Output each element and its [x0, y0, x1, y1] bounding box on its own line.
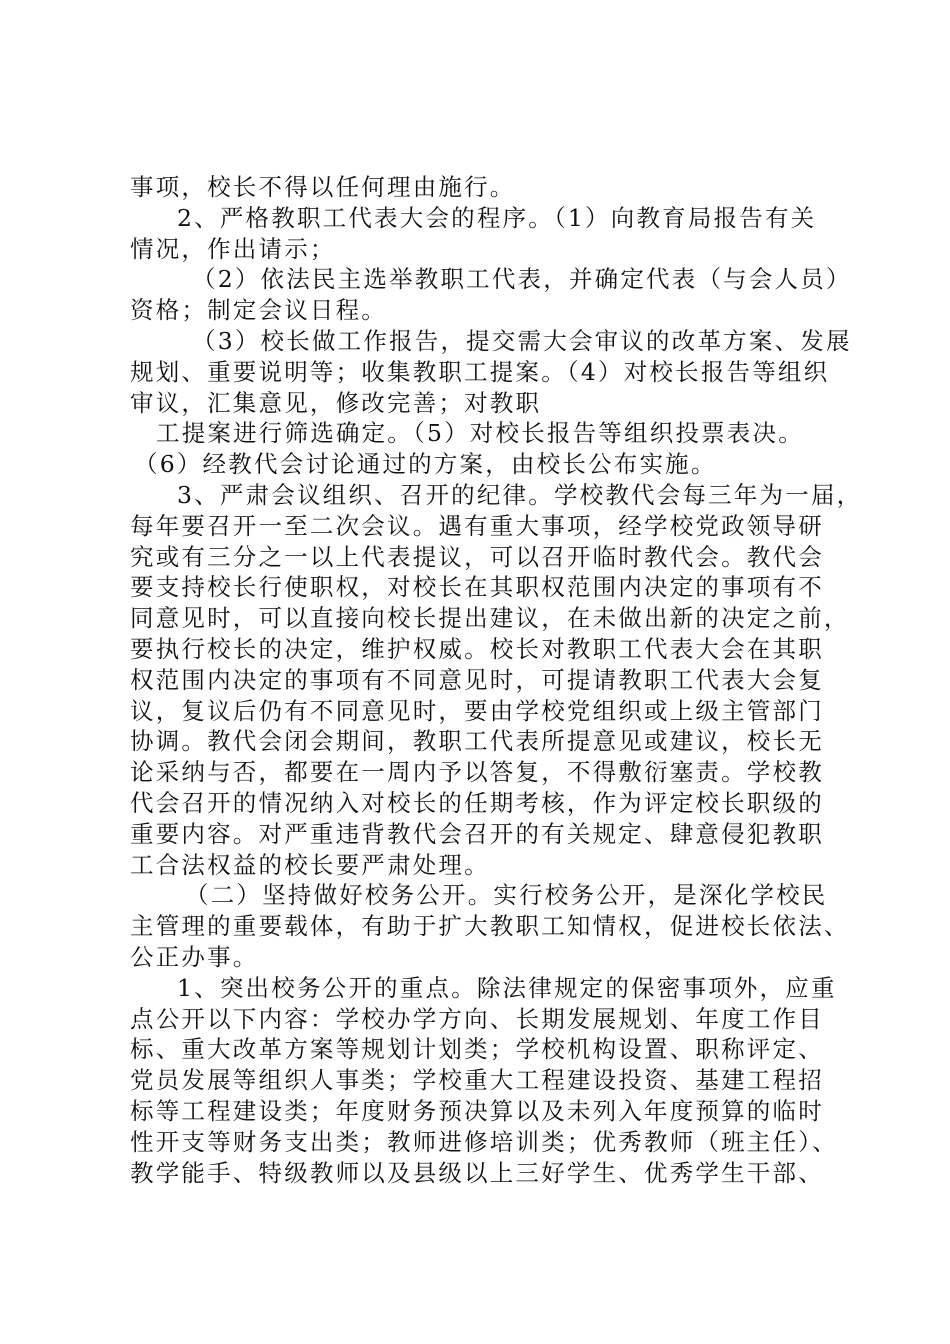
text-line: 2、严格教职工代表大会的程序。（1）向教育局报告有关 — [177, 203, 817, 232]
text-line: 究或有三分之一以上代表提议，可以召开临时教代会。教代会 — [130, 542, 824, 571]
text-line: 教学能手、特级教师以及县级以上三好学生、优秀学生干部、 — [130, 1158, 824, 1187]
text-line: 资格；制定会议日程。 — [130, 296, 387, 325]
text-line: 主管理的重要载体，有助于扩大教职工知情权，促进校长依法、 — [130, 912, 850, 941]
text-line: （2）依法民主选举教职工代表，并确定代表（与会人员） — [192, 265, 852, 294]
text-line: 公正办事。 — [130, 942, 259, 971]
text-line: 审议，汇集意见，修改完善；对教职 — [130, 388, 542, 417]
text-line: 工合法权益的校长要严肃处理。 — [130, 850, 490, 879]
text-line: 同意见时，可以直接向校长提出建议，在未做出新的决定之前， — [130, 604, 850, 633]
text-line: （3）校长做工作报告，提交需大会审议的改革方案、发展 — [192, 326, 852, 355]
text-line: 1、突出校务公开的重点。除法律规定的保密事项外，应重 — [177, 973, 837, 1002]
text-line: 情况，作出请示； — [130, 234, 336, 263]
text-line: 工提案进行筛选确定。（5）对校长报告等组织投票表决。 — [156, 419, 804, 448]
text-line: 议，复议后仍有不同意见时，要由学校党组织或上级主管部门 — [130, 696, 824, 725]
text-line: 代会召开的情况纳入对校长的任期考核，作为评定校长职级的 — [130, 788, 824, 817]
text-line: 3、严肃会议组织、召开的纪律。学校教代会每三年为一届， — [177, 480, 863, 509]
text-line: 点公开以下内容：学校办学方向、长期发展规划、年度工作目 — [130, 1004, 824, 1033]
text-line: 标、重大改革方案等规划计划类；学校机构设置、职称评定、 — [130, 1035, 824, 1064]
text-line: （6）经教代会讨论通过的方案，由校长公布实施。 — [134, 450, 717, 479]
text-line: 规划、重要说明等；收集教职工提案。（4）对校长报告等组织 — [130, 357, 830, 386]
text-line: 要支持校长行使职权，对校长在其职权范围内决定的事项有不 — [130, 573, 824, 602]
document-body — [130, 172, 863, 1188]
text-line: 重要内容。对严重违背教代会召开的有关规定、肆意侵犯教职 — [130, 819, 824, 848]
text-line: 性开支等财务支出类；教师进修培训类；优秀教师（班主任）、 — [130, 1127, 838, 1156]
text-line: 协调。教代会闭会期间，教职工代表所提意见或建议，校长无 — [130, 727, 824, 756]
text-line: 要执行校长的决定，维护权威。校长对教职工代表大会在其职 — [130, 634, 824, 663]
text-line: 党员发展等组织人事类；学校重大工程建设投资、基建工程招 — [130, 1066, 824, 1095]
text-line: 论采纳与否，都要在一周内予以答复，不得敷衍塞责。学校教 — [130, 758, 824, 787]
text-line: 标等工程建设类；年度财务预决算以及未列入年度预算的临时 — [130, 1096, 824, 1125]
text-line: 事项，校长不得以任何理由施行。 — [130, 173, 516, 201]
text-line: 权范围内决定的事项有不同意见时，可提请教职工代表大会复 — [130, 665, 824, 694]
text-line: （二）坚持做好校务公开。实行校务公开，是深化学校民 — [185, 881, 828, 910]
text-line: 每年要召开一至二次会议。遇有重大事项，经学校党政领导研 — [130, 511, 824, 540]
